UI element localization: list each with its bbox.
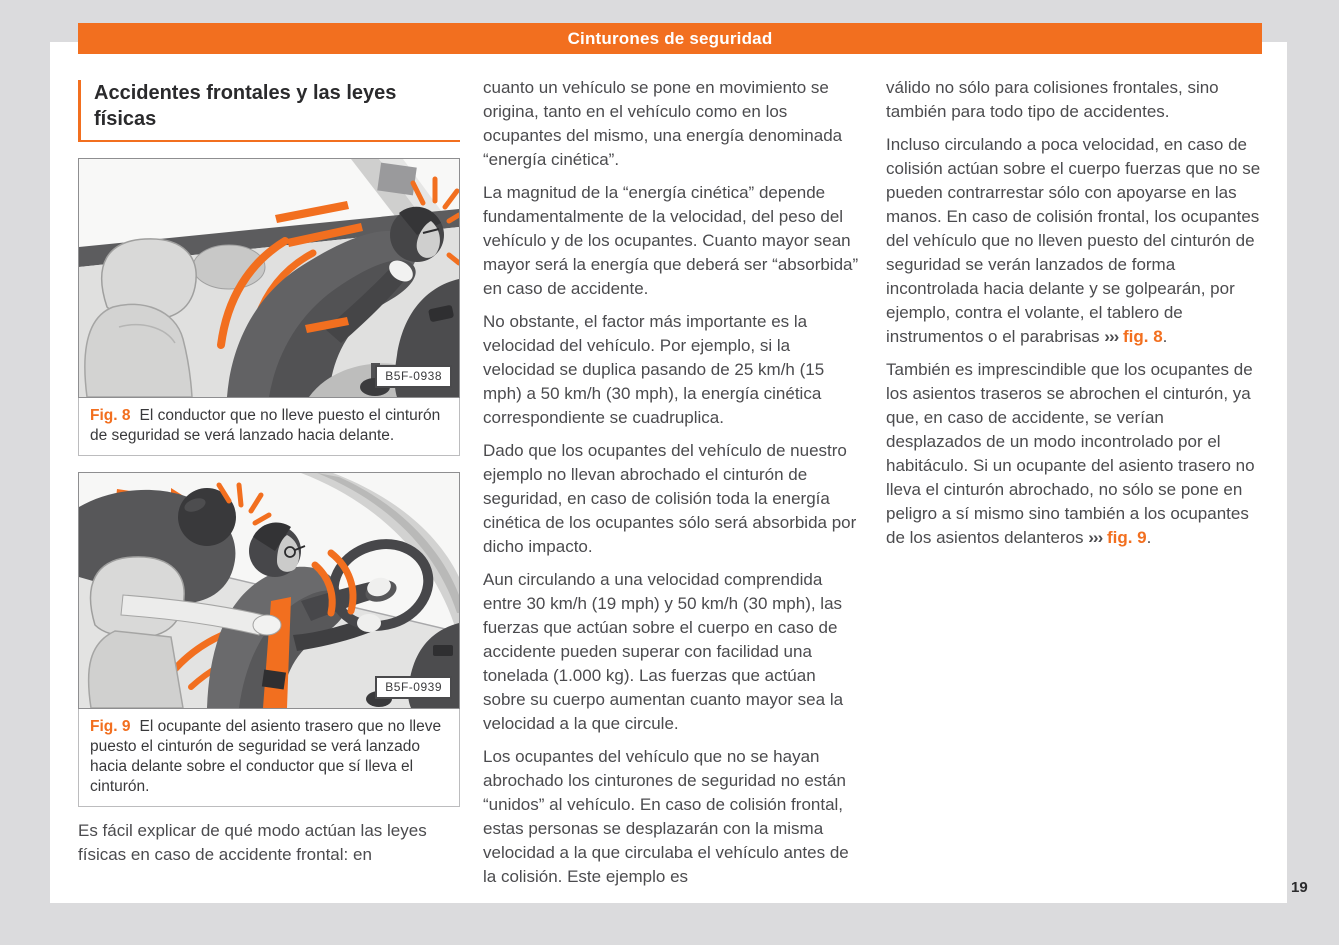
paragraph: Aun circulando a una velocidad comprendida entre 30 km/h (19 mph) y 50 km/h (30 mph), las fuerzas que actúan sobre el cuerpo en caso de accidente pueden superar con facilidad una tonelada (1.000 kg). Las fuerzas que actúan sobre su cuerpo aumentan cuanto mayor sea la velocidad a la que circule.	[483, 570, 844, 733]
paragraph-text: También es imprescindible que los ocupantes de los asientos traseros se abrochen el cinturón, ya que, en caso de accidente, se verían desplazados de un modo incontrolado por el habitáculo. Si un ocupante del asiento trasero no lleva el cinturón abrochado, no sólo se pone en peligro a sí mismo sino también a los ocupantes de los asientos delanteros	[886, 360, 1255, 547]
paragraph: No obstante, el factor más importante es la velocidad del vehículo. Por ejemplo, si la velocidad se duplica pasando de 25 km/h (15 mph) a 50 km/h (30 mph), la energía cinética correspondiente se cuadruplica.	[483, 312, 825, 427]
figure-8	[78, 158, 460, 456]
left-column	[78, 80, 460, 867]
sentence-period: .	[1146, 528, 1152, 547]
paragraph-text: Incluso circulando a poca velocidad, en caso de colisión actúan sobre el cuerpo fuerzas que no se pueden contrarrestar sólo con apoyarse en las manos. En caso de colisión frontal, los ocupantes del vehículo que no lleven puesto del cinturón de seguridad se verán lanzados de forma incontrolada hacia delante y se golpearán, por ejemplo, contra el volante, el tablero de instrumentos o el parabrisas	[886, 135, 1261, 346]
crash-driver-thrown-forward-illustration	[79, 159, 459, 397]
figure-8-caption-text: El conductor que no lleve puesto el cinturón de seguridad se verá lanzado hacia delante.	[90, 407, 441, 444]
manual-page	[50, 29, 1287, 903]
left-column-paragraph: Es fácil explicar de qué modo actúan las leyes físicas en caso de accidente frontal: en	[78, 821, 427, 864]
figure-9	[78, 472, 460, 807]
figure-9-caption-text: El ocupante del asiento trasero que no lleve puesto el cinturón de seguridad se verá lanzado hacia delante sobre el conductor que sí lleva el cinturón.	[90, 718, 442, 795]
figure-9-label: Fig. 9	[90, 718, 131, 735]
figure-8-illustration	[78, 158, 460, 398]
figure-9-image-code: B5F-0939	[375, 676, 452, 699]
cross-reference-marker: ›››	[1088, 528, 1103, 547]
figure-8-label: Fig. 8	[90, 407, 131, 424]
paragraph: Los ocupantes del vehículo que no se hayan abrochado los cinturones de seguridad no están “unidos” al vehículo. En caso de colisión frontal, estas personas se desplazarán con la misma velocidad a la que circulaba el vehículo antes de la colisión. Este ejemplo es	[483, 747, 849, 886]
sentence-period: .	[1162, 327, 1168, 346]
page-number: 19	[1291, 879, 1308, 896]
figure-8-image-code: B5F-0938	[375, 365, 452, 388]
figure-9-illustration	[78, 472, 460, 709]
right-column	[886, 76, 1262, 559]
section-heading-block	[78, 80, 460, 142]
cross-reference-marker: ›››	[1104, 327, 1119, 346]
figure-8-reference: fig. 8	[1123, 327, 1163, 346]
paragraph	[886, 133, 1262, 349]
paragraph: cuanto un vehículo se pone en movimiento se origina, tanto en el vehículo como en los ocupantes del mismo, una energía denominada “energía cinética”.	[483, 78, 843, 169]
page-header-title: Cinturones de seguridad	[567, 29, 773, 48]
crash-rear-passenger-thrown-onto-driver-illustration	[79, 473, 459, 708]
paragraph	[886, 358, 1262, 550]
paragraph: Dado que los ocupantes del vehículo de nuestro ejemplo no llevan abrochado el cinturón de seguridad, en caso de colisión toda la energía cinética de los ocupantes sólo será absorbida por dicho impacto.	[483, 441, 857, 556]
figure-9-caption	[78, 709, 460, 807]
figure-8-caption	[78, 398, 460, 456]
section-title: Accidentes frontales y las leyes físicas	[94, 82, 397, 130]
page-header-bar	[78, 23, 1262, 54]
figure-9-reference: fig. 9	[1106, 528, 1147, 547]
middle-column	[483, 76, 859, 898]
paragraph: La magnitud de la “energía cinética” depende fundamentalmente de la velocidad, del peso del vehículo y de los ocupantes. Cuanto mayor sean mayor será la energía que deberá ser “absorbida” en caso de accidente.	[483, 183, 859, 298]
paragraph: válido no sólo para colisiones frontales, sino también para todo tipo de accidentes.	[886, 78, 1219, 121]
